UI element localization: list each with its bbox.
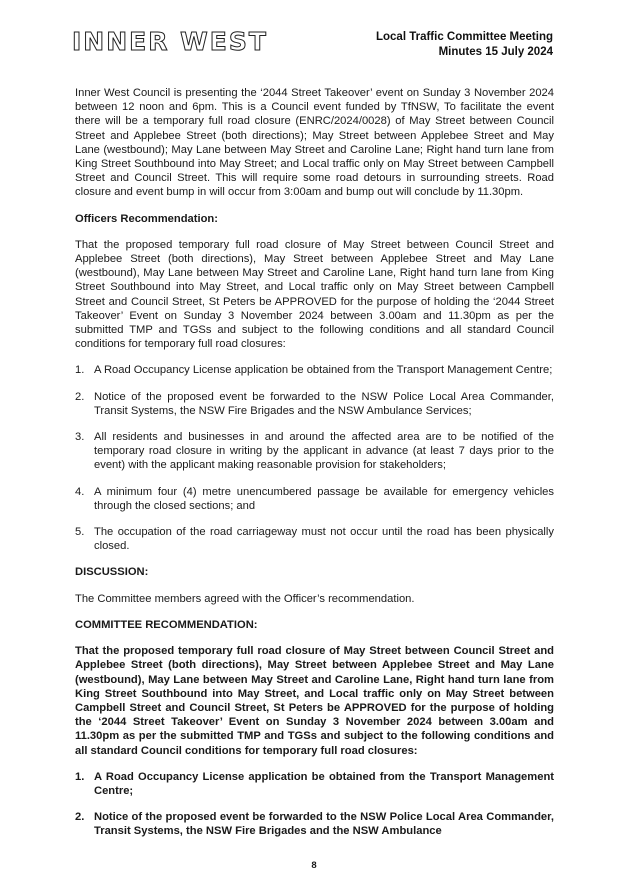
officers-conditions-list — [75, 363, 554, 553]
intro-paragraph: Inner West Council is presenting the ‘2044 Street Takeover’ event on Sunday 3 November 2024 between 12 noon and 6pm. This is a Council event funded by TfNSW, To facilitate the event there will be a temporary full road closure (ENRC/2024/0028) of May Street between Council Street and Applebee Street (both directions); May Street between Applebee Street and May Lane (westbound); May Lane between May Street and Caroline Lane; Right hand turn lane from King Street Southbound into May Street; and Local traffic only on May Street between Campbell Street and Council Street. This will require some road detours in surrounding streets. Road closure and event bump in will occur from 3:00am and bump out will conclude by 11.30pm. — [75, 87, 554, 199]
list-number: 2. — [75, 811, 85, 824]
minutes-date: Minutes 15 July 2024 — [438, 46, 553, 58]
inner-west-logo — [72, 26, 272, 56]
list-number: 1. — [75, 770, 85, 783]
list-item — [75, 485, 554, 513]
list-text: A minimum four (4) metre unencumbered passage be available for emergency vehicles through the closed sections; and — [94, 485, 554, 512]
list-item — [75, 810, 554, 838]
list-number: 4. — [75, 485, 85, 498]
list-item — [75, 363, 554, 377]
officers-recommendation-paragraph: That the proposed temporary full road closure of May Street between Council Street and Applebee Street (both directions), May Street between Applebee Street and May Lane (westbound), May Lane between May Street and Caroline Lane, Right hand turn lane from King Street Southbound into May Street, and Local traffic only on May Street between Campbell Street and Council Street, St Peters be APPROVED for the purpose of holding the ‘2044 Street Takeover’ Event on Sunday 3 November 2024 between 3.00am and 11.30pm as per the submitted TMP and TGSs and subject to the following conditions and all standard Council conditions for temporary full road closures: — [75, 238, 554, 351]
page-header — [376, 30, 553, 60]
meeting-title: Local Traffic Committee Meeting — [375, 31, 553, 43]
list-number: 5. — [75, 526, 85, 539]
list-text: Notice of the proposed event be forwarded to the NSW Police Local Area Commander, Transit Systems, the NSW Fire Brigades and the NSW Ambulance Services; — [94, 390, 554, 417]
committee-conditions-list — [75, 770, 554, 839]
page-number: 8 — [311, 860, 317, 871]
committee-recommendation-heading: COMMITTEE RECOMMENDATION: — [75, 618, 258, 631]
list-text: The occupation of the road carriageway must not occur until the road has been physically closed. — [94, 526, 554, 553]
logo-text: INNER WEST — [72, 27, 268, 56]
list-number: 2. — [75, 390, 85, 403]
list-item — [75, 770, 554, 798]
list-number: 1. — [75, 364, 85, 377]
list-text: Notice of the proposed event be forwarded to the NSW Police Local Area Commander, Transit Systems, the NSW Fire Brigades and the NSW Ambulance — [94, 811, 554, 838]
officers-recommendation-heading: Officers Recommendation: — [75, 212, 218, 225]
list-number: 3. — [75, 431, 85, 444]
page-body — [75, 86, 554, 851]
list-text: A Road Occupancy License application be obtained from the Transport Management Centre; — [94, 364, 553, 377]
discussion-paragraph: The Committee members agreed with the Officer’s recommendation. — [75, 592, 415, 605]
list-item — [75, 525, 554, 553]
list-item — [75, 390, 554, 418]
committee-recommendation-paragraph: That the proposed temporary full road closure of May Street between Council Street and Applebee Street (both directions), May Street between Applebee Street and May Lane (westbound), May Lane between May Street and Caroline Lane, Right hand turn lane from King Street Southbound into May Street, and Local traffic only on May Street between Campbell Street and Council Street, St Peters be APPROVED for the purpose of holding the ‘2044 Street Takeover’ Event on Sunday 3 November 2024 between 3.00am and 11.30pm as per the submitted TMP and TGSs and subject to the following conditions and all standard Council conditions for temporary full road closures: — [75, 645, 554, 757]
discussion-heading: DISCUSSION: — [75, 566, 149, 579]
list-item — [75, 430, 554, 473]
list-text: A Road Occupancy License application be obtained from the Transport Management Centre; — [94, 770, 554, 797]
list-text: All residents and businesses in and around the affected area are to be notified of the temporary road closure in writing by the applicant in advance (at least 7 days prior to the event) with the applicant making reasonable provision for stakeholders; — [94, 431, 554, 472]
